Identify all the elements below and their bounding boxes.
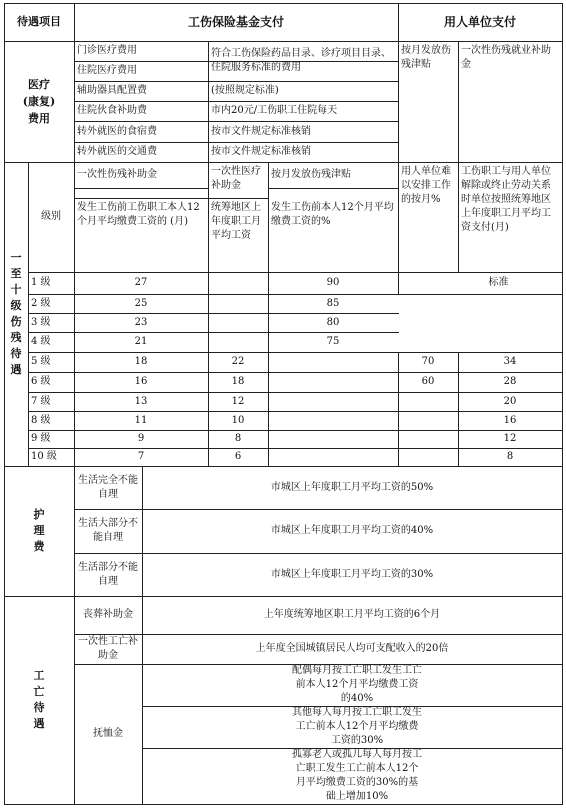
nursing-rate-value: 市城区上年度职工月平均工资的40% [270,525,434,536]
disability-medical-cell: 12 [231,395,245,407]
disability-monthly-cell [268,411,398,430]
nursing-rate-value: 市城区上年度职工月平均工资的30% [270,568,434,580]
disability-label-char: 十 [10,283,22,296]
header-fund-payment: 工伤保险基金支付 [187,15,284,29]
disability-monthly-cell: 80 [326,316,340,328]
grid-line [398,294,563,295]
medical-item-transfer-lodging: 转外就医的食宿费 [77,125,157,137]
death-label-char: 亡 [33,685,45,698]
medical-item-outpatient: 门诊医疗费用 [77,45,137,56]
disability-medical-cell [208,294,268,313]
grid-line [562,3,563,805]
subheader-lump-basis: 发生工伤前工伤职工本人12个月平均缴费工资的 (月) [77,202,200,227]
disability-level-cell: 5 级 [31,356,51,367]
disability-label-char: 至 [10,267,22,280]
disability-label-char: 待 [10,347,22,360]
disability-medical-cell: 10 [231,414,245,426]
funeral-subsidy-label: 丧葬补助金 [83,609,133,620]
section-medical-label: 医疗 (康复) 费用 [22,78,56,125]
grid-line [268,188,399,189]
medical-item-assistive-device: 辅助器具配置费 [77,85,147,96]
nursing-label-char: 护 [33,508,45,521]
disability-level-cell: 10 级 [31,451,57,462]
disability-label-char: 级 [10,299,22,312]
pension-other: 其他每人每月按工亡职工发生工亡前本人12个月平均缴费工资的30% [292,707,422,746]
disability-employer-percent-cell [398,392,458,411]
disability-monthly-cell [268,392,398,411]
disability-employer-percent-cell: 70 [421,356,435,367]
death-lump-label: 一次性工亡补助金 [78,636,138,661]
disability-monthly-cell: 90 [326,277,340,288]
disability-level-cell: 6 级 [31,376,51,387]
nursing-label-char: 理 [33,524,45,537]
disability-lump-cell: 13 [134,395,148,407]
disability-label-char: 遇 [10,363,22,376]
disability-level-cell: 3 级 [31,316,51,328]
nursing-label-char: 费 [33,540,45,553]
header-level: 级别 [41,211,61,222]
disability-medical-cell [208,313,268,332]
nursing-level-label: 生活部分不能自理 [78,561,138,587]
disability-employer-percent-cell [398,411,458,430]
pension-spouse: 配偶每月按工亡职工发生工亡前本人12个月平均缴费工资的40% [292,665,422,704]
disability-monthly-cell [268,448,398,466]
medical-fund-standard-note: (按照规定标准) [211,85,279,96]
disability-level-cell: 7 级 [31,395,51,407]
disability-level-cell: 4 级 [31,336,51,347]
pension-label: 抚恤金 [93,728,123,739]
disability-medical-cell: 18 [231,376,245,387]
disability-employer-percent-cell [398,430,458,448]
disability-employer-lump-cell: 16 [503,414,517,426]
disability-medical-cell [208,272,268,294]
disability-employer-lump-cell: 20 [503,395,517,407]
header-lump-medical-subsidy: 一次性医疗补助金 [211,166,261,191]
disability-lump-cell: 27 [134,277,148,288]
disability-employer-lump-cell: 34 [503,356,517,367]
section-death-label [4,596,74,804]
death-label-char: 工 [33,669,45,682]
disability-medical-cell: 22 [231,356,245,367]
medical-item-transfer-transport: 转外就医的交通费 [77,146,157,157]
disability-label-char: 一 [10,251,22,264]
section-disability-label [4,162,28,466]
disability-monthly-cell: 85 [326,297,340,309]
disability-level-cell: 8 级 [31,414,51,426]
disability-medical-cell: 6 [234,451,242,462]
disability-monthly-cell [268,372,398,392]
disability-medical-cell [208,332,268,352]
medical-fund-lodging-rule: 按市文件规定标准核销 [211,125,311,137]
medical-item-meal-subsidy: 住院伙食补助费 [77,105,147,116]
subheader-monthly-basis: 发生工伤前本人12个月平均缴费工资的% [271,202,394,227]
nursing-rate-value: 市城区上年度职工月平均工资的50% [270,481,434,493]
death-label-char: 待 [33,701,45,714]
medical-fund-transport-rule: 按市文件规定标准核销 [211,146,311,157]
disability-label-char: 残 [10,331,22,344]
medical-item-inpatient: 住院医疗费用 [77,65,137,76]
nursing-level-label: 生活完全不能自理 [78,474,138,500]
header-monthly-disability-allowance: 按月发放伤残津贴 [271,169,351,180]
disability-lump-cell: 7 [137,451,145,462]
death-label-char: 遇 [33,717,45,730]
disability-level-cell: 9 级 [31,433,51,444]
disability-level-cell: 2 级 [31,297,51,309]
header-employer-lump-months: 工伤职工与用人单位解除或终止劳动关系时单位按照统筹地区上年度职工月平均工资支付(月) [461,166,551,233]
section-nursing-label [4,466,74,596]
header-employer-payment: 用人单位支付 [443,15,516,29]
disability-monthly-cell: 75 [326,336,340,347]
header-lump-disability-subsidy: 一次性伤残补助金 [77,169,157,180]
disability-level-cell: 1 级 [31,277,51,288]
disability-lump-cell: 9 [137,433,145,444]
disability-lump-cell: 16 [134,376,148,387]
disability-lump-cell: 18 [134,356,148,367]
header-monthly-allowance: 按月发放伤残津贴 [401,45,451,70]
subheader-medical-basis: 统筹地区上年度职工月平均工资 [211,202,261,241]
disability-lump-cell: 23 [134,316,148,328]
disability-label-char: 伤 [10,315,22,328]
pension-orphan-elderly: 孤寡老人或孤儿每人每月按工亡职工发生工亡前本人12个月平均缴费工资的30%的基础上增加10% [292,749,422,802]
standard-label: 标准 [488,277,509,288]
disability-employer-lump-cell: 12 [503,433,517,444]
funeral-subsidy-value: 上年度统筹地区职工月平均工资的6个月 [263,609,441,620]
death-lump-value: 上年度全国城镇居民人均可支配收入的20倍 [255,643,449,654]
disability-monthly-cell [268,430,398,448]
grid-line [4,804,563,805]
grid-line [74,188,209,189]
medical-fund-meal-rate: 市内20元/工伤职工住院每天 [211,105,338,116]
disability-lump-cell: 25 [134,297,148,309]
header-item-column: 待遇项目 [17,15,61,28]
disability-employer-percent-cell: 60 [421,376,435,387]
header-employer-monthly-percent: 用人单位难以安排工作的按月% [401,166,451,205]
disability-lump-cell: 21 [134,336,148,347]
disability-employer-lump-cell: 8 [506,451,514,462]
disability-medical-cell: 8 [234,433,242,444]
disability-lump-cell: 11 [134,414,148,426]
disability-employer-percent-cell [398,448,458,466]
disability-monthly-cell [268,352,398,372]
header-lump-employment-subsidy: 一次性伤残就业补助金 [461,45,551,70]
nursing-level-label: 生活大部分不能自理 [78,518,138,543]
medical-fund-catalog-desc: 符合工伤保险药品目录、诊疗项目目录、住院服务标准的费用 [211,48,391,73]
disability-employer-lump-cell: 28 [503,376,517,387]
